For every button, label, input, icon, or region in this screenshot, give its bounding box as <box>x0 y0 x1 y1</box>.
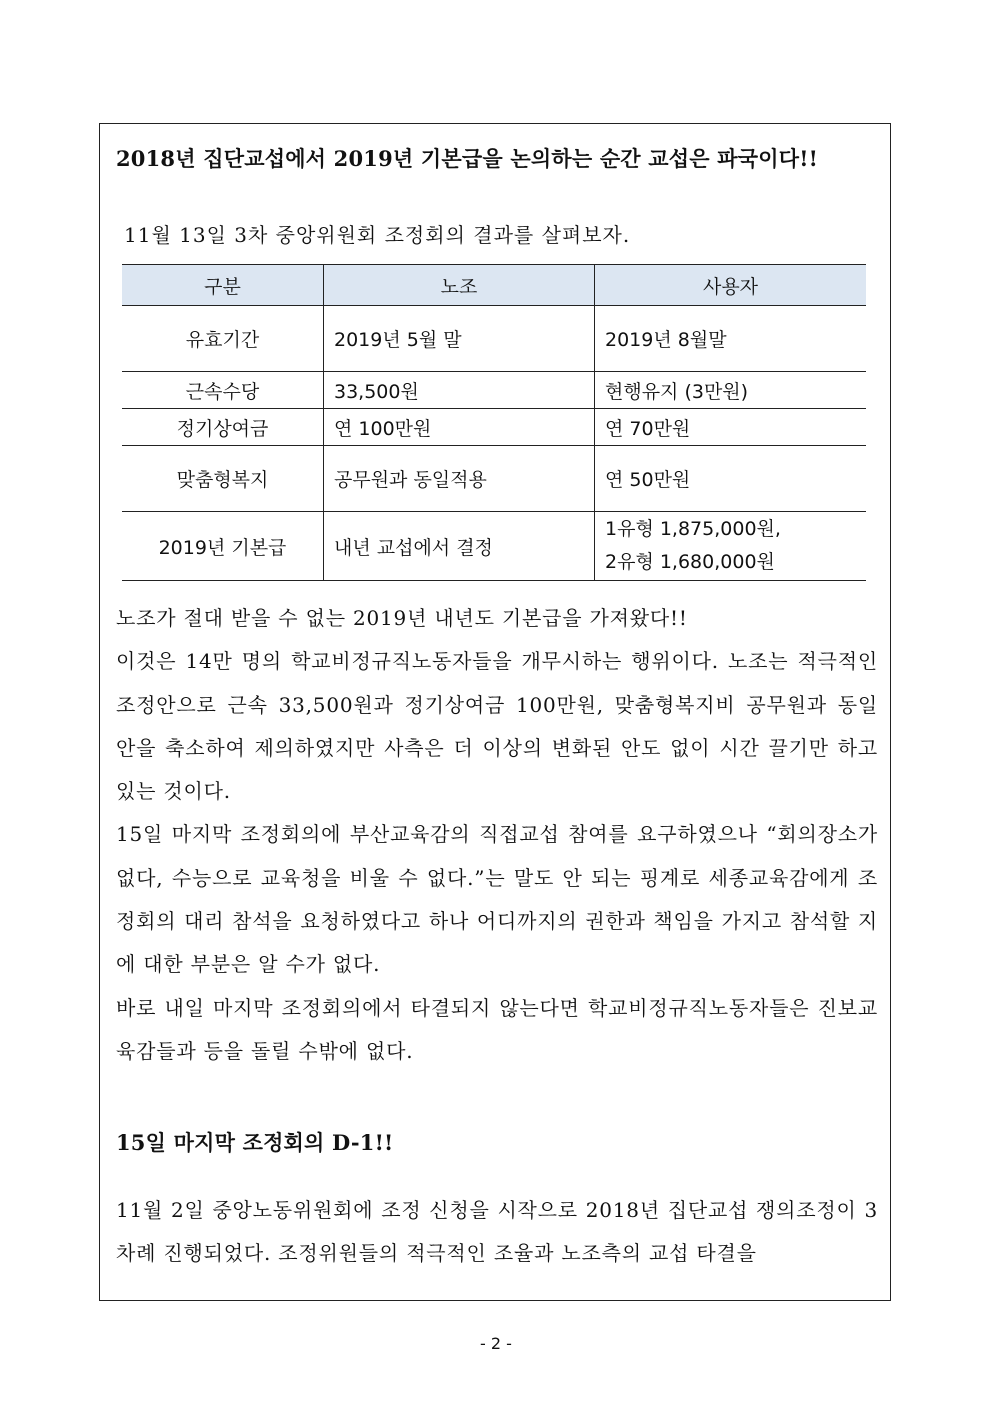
paragraph: 바로 내일 마지막 조정회의에서 타결되지 않는다면 학교비정규직노동자들은 진보교육감들과 등을 돌릴 수밖에 없다. <box>116 995 878 1063</box>
body-text <box>116 597 878 1073</box>
paragraph: 이것은 14만 명의 학교비정규직노동자들을 개무시하는 행위이다. 노조는 적극적인 조정안으로 근속 33,500원과 정기상여금 100만원, 맞춤형복지비 공무원과 동일 안을 축소하여 제의하였지만 사측은 더 이상의 변화된 안도 없이 시간 끌기만 하고 있는 것이다. <box>116 649 878 804</box>
comparison-table <box>122 264 866 581</box>
table-row <box>122 512 866 581</box>
employer-value: 연 50만원 <box>595 446 867 512</box>
table-row <box>122 409 866 446</box>
union-value: 33,500원 <box>324 372 595 409</box>
employer-value: 2019년 8월말 <box>595 306 867 372</box>
paragraph: 11월 2일 중앙노동위원회에 조정 신청을 시작으로 2018년 집단교섭 쟁의조정이 3차례 진행되었다. 조정위원들의 적극적인 조율과 노조측의 교섭 타결을 <box>116 1198 878 1266</box>
row-item: 2019년 기본급 <box>122 512 324 581</box>
table-row <box>122 306 866 372</box>
employer-line: 2유형 1,680,000원 <box>605 551 775 573</box>
row-item: 유효기간 <box>122 306 324 372</box>
page-number: - 2 - <box>480 1334 512 1353</box>
employer-value: 연 70만원 <box>595 409 867 446</box>
intro-text: 11월 13일 3차 중앙위원회 조정회의 결과를 살펴보자. <box>124 223 631 247</box>
header-employer: 사용자 <box>595 265 867 306</box>
row-item: 맞춤형복지 <box>122 446 324 512</box>
union-value: 공무원과 동일적용 <box>324 446 595 512</box>
header-union: 노조 <box>324 265 595 306</box>
row-item: 정기상여금 <box>122 409 324 446</box>
header-category: 구분 <box>122 265 324 306</box>
section-heading: 15일 마지막 조정회의 D-1!! <box>116 1130 394 1155</box>
paragraph: 노조가 절대 받을 수 없는 2019년 내년도 기본급을 가져왔다!! <box>116 606 688 630</box>
section-heading: 2018년 집단교섭에서 2019년 기본급을 논의하는 순간 교섭은 파국이다!! <box>116 146 819 171</box>
table-header-row <box>122 265 866 306</box>
table-row <box>122 372 866 409</box>
union-value: 내년 교섭에서 결정 <box>324 512 595 581</box>
table-row <box>122 446 866 512</box>
employer-value <box>595 512 867 581</box>
paragraph: 15일 마지막 조정회의에 부산교육감의 직접교섭 참여를 요구하였으나 “회의장소가 없다, 수능으로 교육청을 비울 수 없다.”는 말도 안 되는 핑계로 세종교육감에게 조정회의 대리 참석을 요청하였다고 하나 어디까지의 권한과 책임을 가지고 참석할 지에 대한 부분은 알 수가 없다. <box>116 822 878 977</box>
row-item: 근속수당 <box>122 372 324 409</box>
employer-value: 현행유지 (3만원) <box>595 372 867 409</box>
employer-line: 1유형 1,875,000원, <box>605 518 781 540</box>
union-value: 연 100만원 <box>324 409 595 446</box>
union-value: 2019년 5월 말 <box>324 306 595 372</box>
